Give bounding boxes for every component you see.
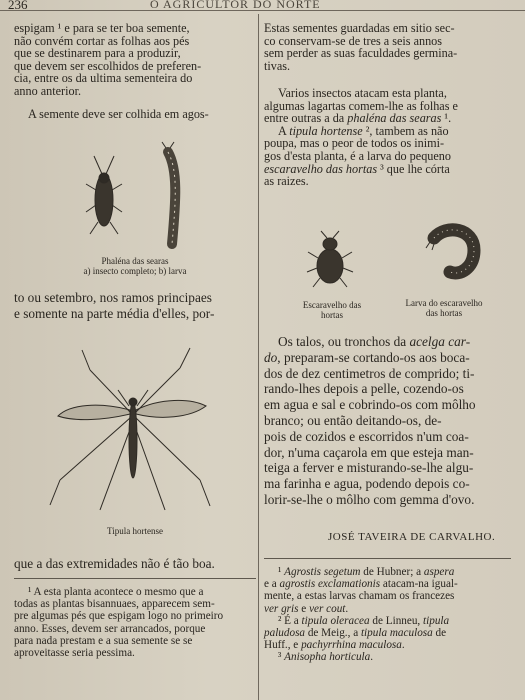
text-line	[264, 350, 511, 366]
left-footnotes	[14, 586, 256, 659]
text-span-italic: tipula	[423, 614, 450, 627]
column-divider	[258, 14, 259, 700]
text-line: que se destinarem para a produzir,	[14, 46, 181, 61]
text-line: cia, entre os da ultima sementeira do	[14, 71, 193, 86]
tipula-illustration	[30, 340, 230, 520]
left-paragraph-3	[14, 290, 256, 322]
text-span-italic: paludosa	[264, 627, 306, 640]
footnote-line	[264, 578, 511, 590]
text-line: gos d'esta planta, é a larva do pequeno	[264, 148, 451, 163]
left-wing	[58, 405, 130, 419]
left-paragraph-1	[14, 22, 256, 98]
author-signature: JOSÉ TAVEIRA DE CARVALHO.	[328, 531, 496, 543]
figure-caption-beetle	[292, 300, 372, 320]
page-header	[0, 0, 525, 11]
text-span-italic: tipula maculosa	[360, 627, 433, 640]
text-span: entre outras a da	[264, 111, 348, 126]
text-span-italic: do	[264, 349, 278, 365]
text-line: sem perder as suas faculdades germina-	[264, 46, 458, 61]
text-span: de	[432, 627, 447, 640]
beetle-illustration	[305, 230, 355, 288]
text-line: Varios insectos atacam esta planta,	[278, 86, 447, 100]
text-span-italic: phaléna das searas	[347, 111, 442, 126]
text-span-italic: pachyrrhina maculosa	[301, 639, 402, 652]
right-footnotes	[264, 566, 511, 664]
moth-figure	[86, 156, 122, 234]
text-line	[264, 334, 511, 350]
left-paragraph-4	[14, 556, 256, 572]
text-line: anno anterior.	[14, 83, 82, 98]
text-line: rando-lhes depois a pelle, cozendo-os	[264, 381, 464, 397]
text-span-italic: ver gris	[264, 602, 299, 615]
footnote-line: anno. Esses, devem ser arrancados, porque	[14, 622, 206, 635]
text-span: e	[298, 602, 310, 615]
text-span: ², tambem as não	[362, 123, 449, 138]
caption-line: Escaravelho das	[302, 300, 362, 310]
text-line: e somente na parte média d'elles, por-	[14, 305, 215, 321]
head	[129, 398, 137, 406]
running-title: O AGRICULTOR DO NORTE	[150, 0, 321, 11]
right-paragraph-1	[264, 22, 511, 72]
text-span: .	[370, 651, 374, 664]
text-line: poupa, mas o peor de todos os inimi-	[264, 136, 445, 151]
text-span: de Linneu,	[369, 614, 424, 627]
figure-caption-tipula	[14, 526, 256, 536]
text-span: e a	[264, 578, 280, 591]
footnote-line	[264, 566, 511, 578]
text-line: em agua e sal e cobrindo-os com môlho	[264, 397, 476, 413]
text-span: ² É a	[278, 614, 302, 627]
text-span: ¹.	[441, 111, 452, 126]
caption-line: das hortas	[425, 308, 463, 318]
text-line: as raizes.	[264, 174, 309, 189]
text-span: , preparam-se cortando-os aos boca-	[277, 349, 470, 365]
text-span: ³ que lhe córta	[377, 161, 450, 176]
footnote-line	[264, 639, 511, 651]
footnote-line	[264, 615, 511, 627]
text-line: co conservam-se de tres a seis annos	[264, 33, 443, 48]
text-line: teiga a ferver e misturando-se-lhe algu-	[264, 460, 474, 476]
text-line: espigam ¹ e para se ter boa semente,	[14, 21, 190, 35]
text-span-italic: agrostis exclamationis	[279, 578, 381, 591]
right-paragraph-3	[264, 334, 511, 508]
text-span: A	[278, 123, 290, 138]
text-line: lorir-se-lhe o môlho com gemma d'ovo.	[264, 491, 475, 507]
text-span: .	[401, 639, 405, 652]
text-line: dos de dez centimetros de comprido; ti-	[264, 365, 475, 381]
text-span: de Meig., a	[305, 627, 361, 640]
footnote-line	[264, 651, 511, 663]
text-line: branco; ou então deitando-os, de-	[264, 412, 442, 428]
text-line: ma farinha e agua, podendo depois co-	[264, 476, 470, 492]
text-line: Estas sementes guardadas em sitio sec-	[264, 21, 455, 35]
beetle-larva-illustration	[420, 222, 480, 280]
larva-figure	[162, 142, 175, 244]
text-span-italic: Anisopha horticula	[284, 651, 371, 664]
text-span: ¹	[278, 566, 285, 578]
text-span-italic: tipula hortense	[289, 123, 363, 138]
footnote-line: aproveitasse seria pessima.	[14, 647, 135, 660]
footnote-line: todas as plantas bisannuaes, apparecem sem-	[14, 598, 215, 611]
footnote-line: ¹ A esta planta acontece o mesmo que a	[28, 586, 204, 598]
footnote-line	[264, 603, 511, 615]
left-paragraph-2	[14, 108, 256, 121]
text-span-italic: ver cout	[309, 602, 346, 615]
text-line: que devem ser escolhidos de preferen-	[14, 58, 202, 73]
caption-title: Phaléna das searas	[101, 256, 169, 266]
figure-caption-beetle-larva	[388, 298, 500, 318]
footnote-line: mente, a estas larvas chamam os francezes	[264, 590, 455, 603]
text-span-italic: aspera	[423, 566, 455, 578]
body	[129, 402, 137, 478]
caption-subtitle: a) insecto completo; b) larva	[83, 266, 187, 276]
text-span: de Hubner; a	[360, 566, 424, 578]
footnote-line	[264, 627, 511, 639]
text-line: pois de cozidos e escorridos n'um coa-	[264, 428, 469, 444]
text-span: ³	[278, 651, 285, 664]
text-line: não convém cortar as folhas aos pés	[14, 33, 190, 48]
caption-line: Larva do escaravelho	[405, 298, 483, 308]
page-number: 236	[8, 0, 28, 12]
footnote-rule	[14, 578, 256, 579]
text-line: to ou setembro, nos ramos principaes	[14, 290, 212, 305]
phalena-illustration	[80, 140, 190, 250]
text-span: Os talos, ou tronchos da	[278, 334, 410, 349]
text-span: atacam-na igual-	[380, 578, 458, 591]
text-span: .	[345, 602, 349, 615]
text-span-italic: Agrostis segetum	[284, 566, 361, 578]
right-paragraph-2	[264, 87, 511, 188]
text-span-italic: acelga car-	[409, 334, 471, 349]
text-span-italic: tipula oleracea	[301, 614, 370, 627]
text-span: Huff., e	[264, 639, 302, 652]
caption-title: Tipula hortense	[107, 526, 163, 536]
text-line: dor, n'uma caçarola em que esteja man-	[264, 444, 474, 460]
right-wing	[136, 400, 206, 417]
caption-line: hortas	[321, 310, 343, 320]
footnote-line: para nada prestam e a sua semente se se	[14, 634, 193, 647]
text-line: tivas.	[264, 58, 291, 73]
text-line: A semente deve ser colhida em agos-	[28, 107, 209, 121]
figure-caption-phalena	[14, 256, 256, 276]
text-line: que a das extremidades não é tão boa.	[14, 556, 215, 571]
text-span-italic: escaravelho das hortas	[264, 161, 378, 176]
footnote-line: pre algumas pés que espigam logo no primeiro	[14, 610, 224, 623]
text-line: algumas lagartas comem-lhe as folhas e	[264, 98, 458, 113]
footnote-rule	[264, 558, 511, 559]
